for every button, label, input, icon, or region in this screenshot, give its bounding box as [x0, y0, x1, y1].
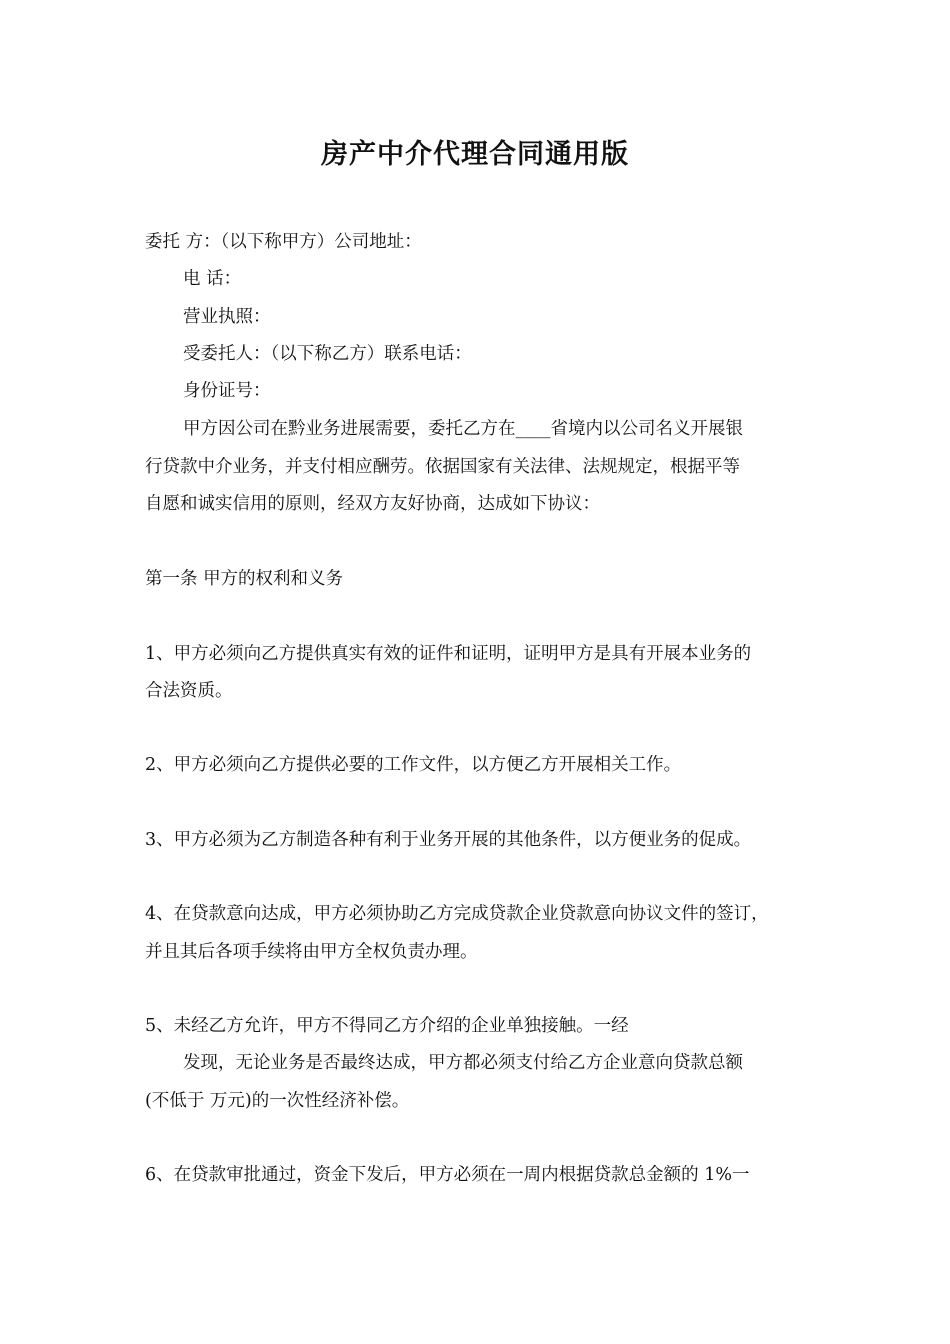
section-heading: 第一条 甲方的权利和义务	[145, 569, 344, 589]
document-title: 房产中介代理合同通用版	[321, 139, 629, 170]
header-line-phone: 电 话：	[183, 269, 242, 289]
header-line-agent: 受委托人：（以下称乙方）联系电话：	[183, 344, 472, 364]
clause-line: 合法资质。	[145, 681, 233, 701]
header-line-license: 营业执照：	[183, 307, 271, 327]
header-line-principal: 委托 方：（以下称甲方）公司地址：	[145, 232, 422, 252]
clause-line: 2、甲方必须向乙方提供必要的工作文件，以方便乙方开展相关工作。	[145, 755, 682, 775]
header-line-id-number: 身份证号：	[183, 381, 271, 401]
clause-line: 发现，无论业务是否最终达成，甲方都必须支付给乙方企业意向贷款总额	[183, 1053, 743, 1073]
clause-line: 并且其后各项手续将由甲方全权负责办理。	[145, 942, 478, 962]
intro-line: 行贷款中介业务，并支付相应酬劳。依据国家有关法律、法规规定，根据平等	[145, 457, 740, 477]
clause-line: 4、在贷款意向达成，甲方必须协助乙方完成贷款企业贷款意向协议文件的签订，	[145, 904, 769, 924]
clause-line: 3、甲方必须为乙方制造各种有利于业务开展的其他条件，以方便业务的促成。	[145, 830, 752, 850]
intro-line: 甲方因公司在黔业务进展需要，委托乙方在____省境内以公司名义开展银	[183, 419, 743, 439]
clause-line: 5、未经乙方允许，甲方不得同乙方介绍的企业单独接触。一经	[145, 1016, 629, 1036]
clause-line: (不低于 万元)的一次性经济补偿。	[145, 1091, 410, 1111]
intro-line: 自愿和诚实信用的原则，经双方友好协商，达成如下协议：	[145, 494, 600, 514]
clause-line: 6、在贷款审批通过，资金下发后，甲方必须在一周内根据贷款总金额的 1%一	[145, 1165, 750, 1185]
clause-line: 1、甲方必须向乙方提供真实有效的证件和证明，证明甲方是具有开展本业务的	[145, 644, 752, 664]
